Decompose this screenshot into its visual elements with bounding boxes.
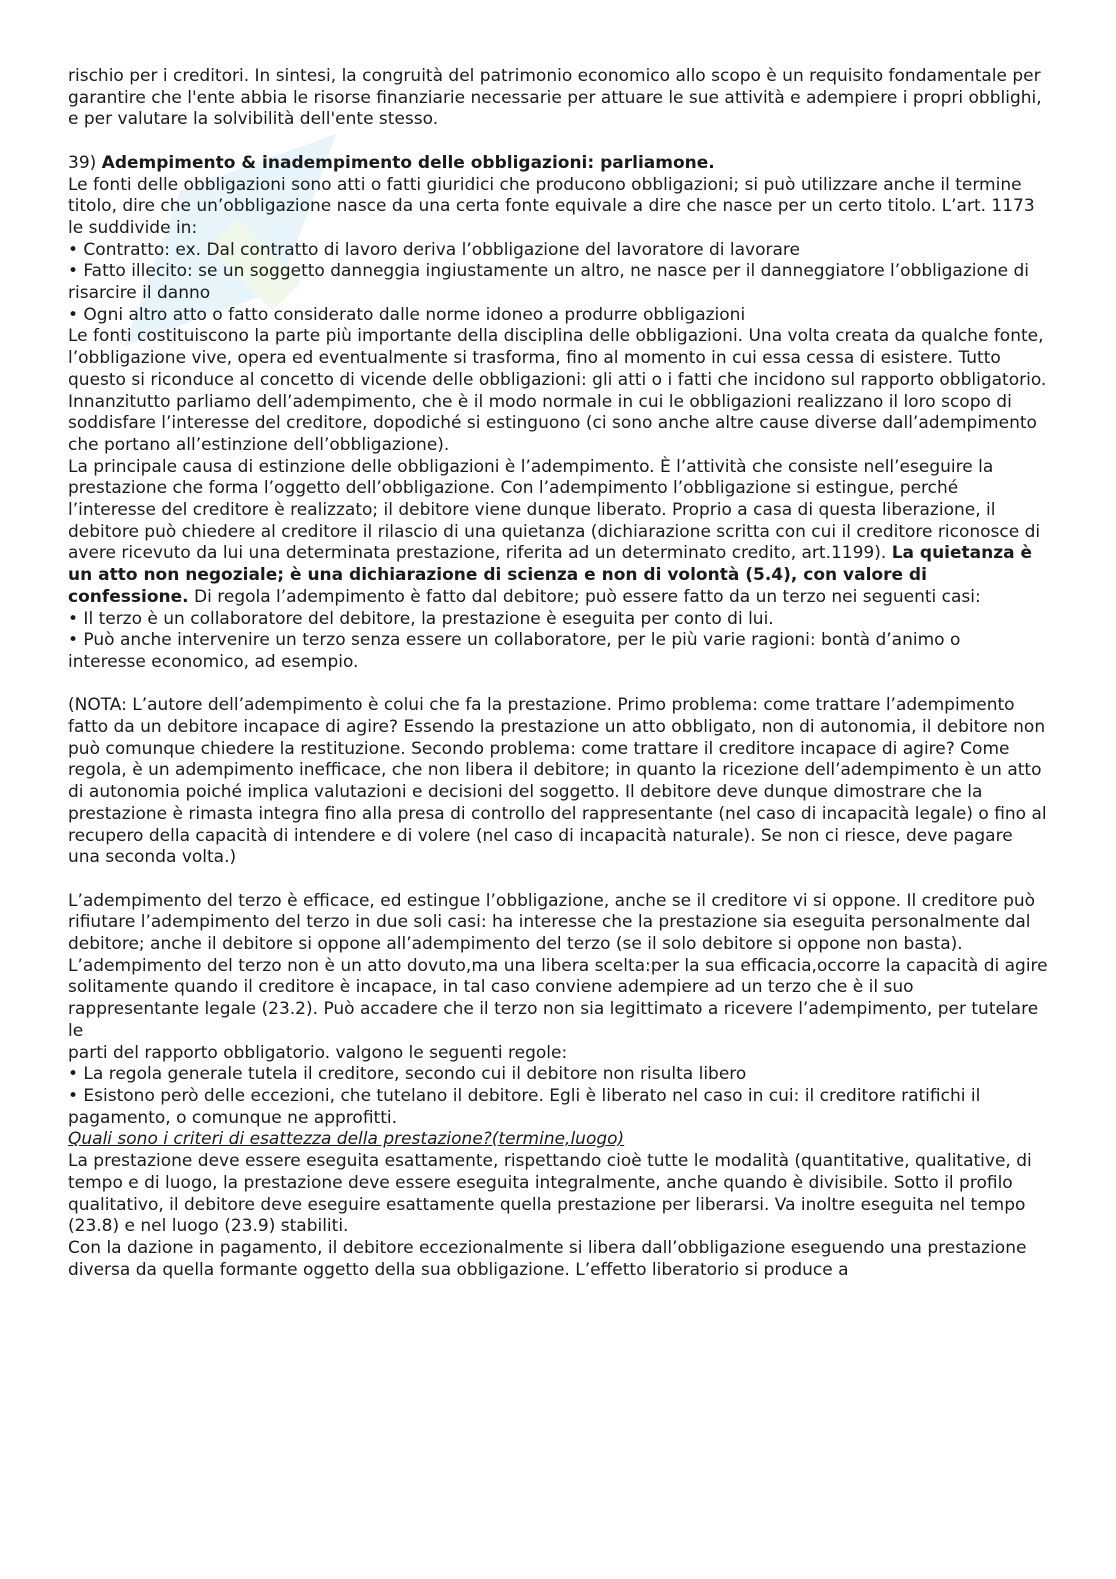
adempimento-text-2: Di regola l’adempimento è fatto dal debitore; può essere fatto da un terzo nei seguenti casi:	[188, 586, 981, 607]
list-item: • Può anche intervenire un terzo senza essere un collaboratore, per le più varie ragioni: bontà d’animo o	[68, 630, 961, 651]
terzo-line: L’adempimento del terzo è efficace, ed estingue l’obbligazione, anche se il creditore vi si oppone. Il creditore può	[68, 890, 1036, 911]
section-number: 39)	[68, 152, 102, 173]
list-item-continuation: interesse economico, ad esempio.	[68, 651, 359, 672]
fonti-intro: Le fonti delle obbligazioni sono atti o fatti giuridici che producono obbligazioni; si può utilizzare anche il termine titolo, dire che un’obbligazione nasce da una certa fonte equivale a dire che nasce per un certo titolo. L’art. 1173 le suddivide in:	[68, 174, 1035, 238]
criteri-heading: Quali sono i criteri di esattezza della prestazione?(termine,luogo)	[68, 1129, 625, 1150]
adempimento-paragraph	[68, 457, 1048, 609]
terzo-line: solitamente quando il creditore è incapace, in tal caso conviene adempiere ad un terzo che è il suo rappresentante legale (23.2). Può accadere che il terzo non sia legittimato a ricevere l’adempimento, per tutelare le	[68, 977, 1039, 1041]
section-title: Adempimento & inadempimento delle obbligazioni: parliamone.	[101, 152, 715, 173]
intro-paragraph: rischio per i creditori. In sintesi, la congruità del patrimonio economico allo scopo è un requisito fondamentale per garantire che l'ente abbia le risorse finanziarie necessarie per attuare le sue attività e adempiere i propri obblighi, e per valutare la solvibilità dell'ente stesso.	[68, 66, 1042, 130]
quietanza-bold: La quietanza è un atto non negoziale; è una dichiarazione di scienza e non di volontà (5.4), con valore di confessione.	[68, 543, 1033, 607]
document-page	[68, 66, 1048, 1281]
list-item: • La regola generale tutela il creditore, secondo cui il debitore non risulta libero	[68, 1064, 747, 1085]
section-heading	[68, 153, 1048, 175]
adempimento-text: La principale causa di estinzione delle obbligazioni è l’adempimento. È l’attività che consiste nell’eseguire la prestazione che forma l’oggetto dell’obbligazione. Con l’adempimento l’obbligazione si estingue, perché l’interesse del creditore è realizzato; il debitore viene dunque liberato. Proprio a casa di questa liberazione, il debitore può chiedere al creditore il rilascio di una quietanza (dichiarazione scritta con cui il creditore riconosce di avere ricevuto da lui una determinata prestazione, riferita ad un determinato credito, art.1199).	[68, 456, 1041, 564]
terzo-line: rifiutare l’adempimento del terzo in due soli casi: ha interesse che la prestazione sia eseguita personalmente dal	[68, 912, 1031, 933]
criteri-line: tempo e di luogo, la prestazione deve essere eseguita integralmente, anche quando è divisibile. Sotto il profilo qualitativo, il debitore deve eseguire esattamente quella prestazione per liberarsi. Va inoltre eseguita nel tempo (23.8) e nel luogo (23.9) stabiliti.	[68, 1172, 1026, 1237]
terzo-line: debitore; anche il debitore si oppone all’adempimento del terzo (se il solo debitore si oppone non basta).	[68, 934, 963, 955]
list-item: • Esistono però delle eccezioni, che tutelano il debitore. Egli è liberato nel caso in cui: il creditore ratifichi il	[68, 1086, 981, 1106]
list-item: • Fatto illecito: se un soggetto danneggia ingiustamente un altro, ne nasce per il danneggiatore l’obbligazione di	[68, 261, 1030, 282]
terzo-line: L’adempimento del terzo non è un atto dovuto,ma una libera scelta:per la sua efficacia,occorre la capacità di agire	[68, 955, 1048, 976]
list-item: • Ogni altro atto o fatto considerato dalle norme idoneo a produrre obbligazioni	[68, 304, 746, 325]
list-item: • Contratto: ex. Dal contratto di lavoro deriva l’obbligazione del lavoratore di lavorare	[68, 239, 800, 260]
list-item-continuation: risarcire il danno	[68, 283, 211, 304]
list-item: • Il terzo è un collaboratore del debitore, la prestazione è eseguita per conto di lui.	[68, 608, 774, 629]
criteri-line: Con la dazione in pagamento, il debitore eccezionalmente si libera dall’obbligazione eseguendo una prestazione diversa da quella formante oggetto della sua obbligazione. L’effetto liberatorio si produce a	[68, 1237, 1027, 1280]
list-item-continuation: pagamento, o comunque ne approfitti.	[68, 1107, 397, 1128]
fonti-paragraph: Le fonti costituiscono la parte più importante della disciplina delle obbligazioni. Una volta creata da qualche fonte, l’obbligazione vive, opera ed eventualmente si trasforma, fino al momento in cui essa cessa di esistere. Tutto questo si riconduce al concetto di vicende delle obbligazioni: gli atti o i fatti che incidono sul rapporto obbligatorio. Innanzitutto parliamo dell’adempimento, che è il modo normale in cui le obbligazioni realizzano il loro scopo di soddisfare l’interesse del creditore, dopodiché si estinguono (ci sono anche altre cause diverse dall’adempimento che portano all’estinzione dell’obbligazione).	[68, 326, 1047, 455]
terzo-line: parti del rapporto obbligatorio. valgono le seguenti regole:	[68, 1042, 568, 1063]
nota-paragraph: (NOTA: L’autore dell’adempimento è colui che fa la prestazione. Primo problema: come trattare l’adempimento fatto da un debitore incapace di agire? Essendo la prestazione un atto obbligato, non di autonomia, il debitore non può comunque chiedere la restituzione. Secondo problema: come trattare il creditore incapace di agire? Come regola, è un adempimento inefficace, che non libera il debitore; in quanto la ricezione dell’adempimento è un atto di autonomia poiché implica valutazioni e decisioni del soggetto. Il debitore deve dunque dimostrare che la prestazione è rimasta integra fino alla presa di controllo del rappresentante (nel caso di incapacità legale) o fino al recupero della capacità di intendere e di volere (nel caso di incapacità naturale). Se non ci riesce, deve pagare una seconda volta.)	[68, 695, 1047, 868]
criteri-line: La prestazione deve essere eseguita esattamente, rispettando cioè tutte le modalità (quantitative, qualitative, di	[68, 1151, 1032, 1172]
